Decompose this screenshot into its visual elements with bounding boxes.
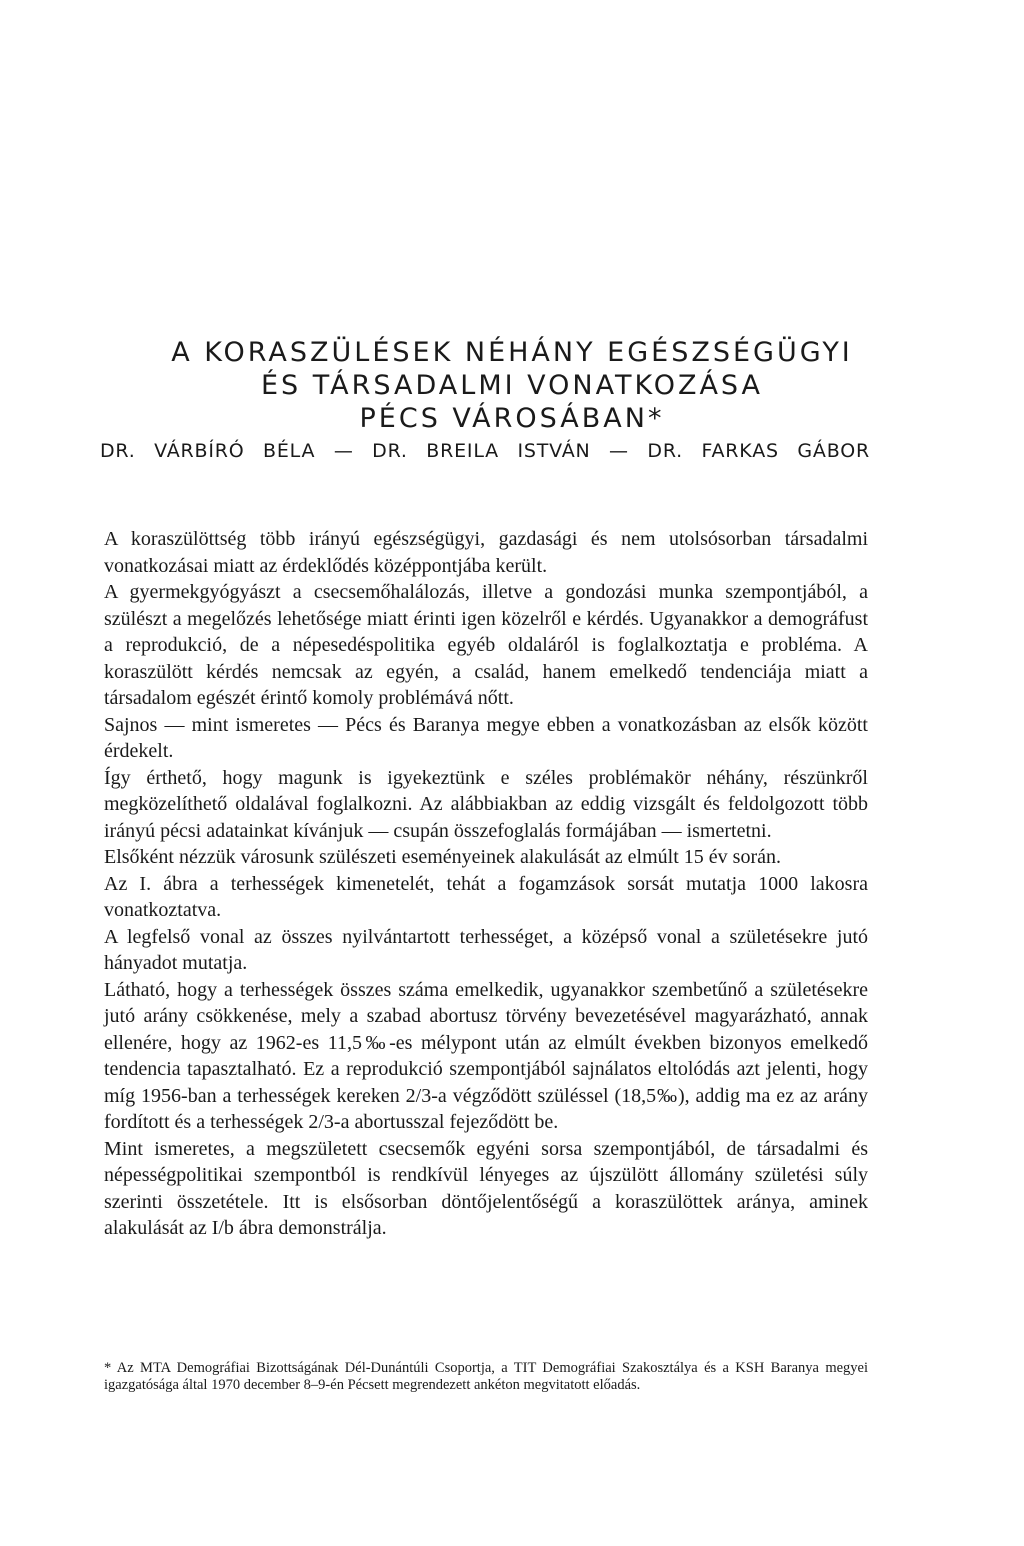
paragraph: Látható, hogy a terhességek összes száma emelkedik, ugyanakkor szembetűnő a születésekre jutó arány csökkenése, mely a szabad abortusz törvény bevezetésével magyarázható, annak ellenére, hogy az 1962-es 11,5‰-es mélypont után az elmúlt években bizonyos emelkedő tendencia tapasztalható. Ez a reprodukció szempontjából sajnálatos eltolódás azt jelenti, hogy míg 1956-ban a terhességek kereken 2/3-a végződött szüléssel (18,5‰), addig ma ez az arány fordított és a terhességek 2/3-a abortusszal fejeződött be.	[104, 978, 868, 1133]
title-line-3: PÉCS VÁROSÁBAN*	[359, 403, 665, 434]
paragraph: Az I. ábra a terhességek kimenetelét, tehát a fogamzások sorsát mutatja 1000 lakosra vonatkoztatva.	[104, 872, 868, 921]
footnote	[104, 1360, 868, 1394]
article-title	[0, 336, 1024, 435]
paragraph: A koraszülöttség több irányú egészségügyi, gazdasági és nem utolsósorban társadalmi vonatkozásai miatt az érdeklődés középpontjába került.	[104, 528, 868, 577]
title-line-1: A KORASZÜLÉSEK NÉHÁNY EGÉSZSÉGÜGYI	[171, 337, 853, 368]
paragraph: Elsőként nézzük városunk szülészeti eseményeinek alakulását az elmúlt 15 év során.	[104, 846, 781, 868]
article-body	[104, 526, 868, 1242]
paragraph: A gyermekgyógyászt a csecsemőhalálozás, illetve a gondozási munka szempontjából, a szülészt a megelőzés lehetősége miatt érinti igen közelről e kérdés. Ugyanakkor a demográfust a reprodukció, de a népesedéspolitika egyéb oldaláról is foglalkoztatja e probléma. A koraszülött kérdés nemcsak az egyén, a család, hanem emelkedő tendenciája miatt a társadalom egészét érintő komoly problémává nőtt.	[104, 581, 868, 709]
author-line: DR. VÁRBÍRÓ BÉLA — DR. BREILA ISTVÁN — DR. FARKAS GÁBOR	[100, 440, 870, 462]
paragraph: Így érthető, hogy magunk is igyekeztünk e széles problémakör néhány, részünkről megközelíthető oldalával foglalkozni. Az alábbiakban az eddig vizsgált és feldolgozott több irányú pécsi adatainkat kívánjuk — csupán összefoglalás formájában — ismertetni.	[104, 766, 868, 842]
paragraph: Mint ismeretes, a megszületett csecsemők egyéni sorsa szempontjából, de társadalmi és népességpolitikai szempontból is rendkívül lényeges az újszülött állomány születési súly szerinti összetétele. Itt is elsősorban döntőjelentőségű a koraszülöttek aránya, aminek alakulását az I/b ábra demonstrálja.	[104, 1137, 868, 1239]
paragraph: A legfelső vonal az összes nyilvántartott terhességet, a középső vonal a születésekre jutó hányadot mutatja.	[104, 925, 868, 974]
title-line-2: ÉS TÁRSADALMI VONATKOZÁSA	[260, 370, 764, 401]
footnote-text: * Az MTA Demográfiai Bizottságának Dél-Dunántúli Csoportja, a TIT Demográfiai Szakosztálya és a KSH Baranya megyei igazgatósága által 1970 december 8–9-én Pécsett megrendezett ankéton megvitatott előadás.	[104, 1360, 868, 1393]
paragraph: Sajnos — mint ismeretes — Pécs és Baranya megye ebben a vonatkozásban az elsők között érdekelt.	[104, 713, 868, 762]
